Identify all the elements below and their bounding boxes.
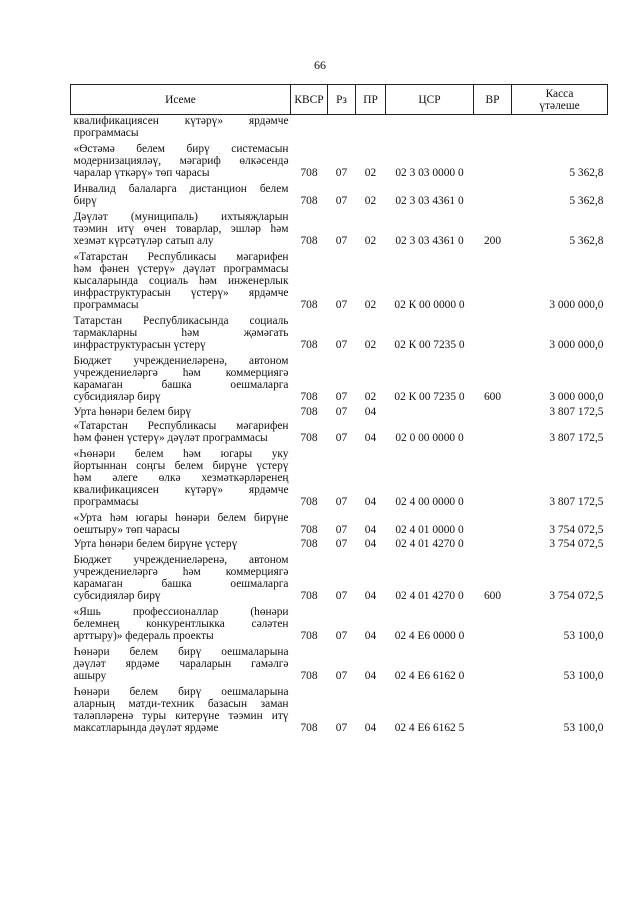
budget-table <box>70 84 608 734</box>
header-kvsr: КВСР <box>291 85 328 115</box>
row-vr <box>474 115 512 140</box>
row-name-line: белемнең конкурентлыкка сәләтен <box>73 618 289 630</box>
row-csr: 02 4 01 4270 0 <box>395 590 464 602</box>
row-name-line: «Һөнәри белем һәм югары уку <box>73 448 289 460</box>
row-csr: 02 4 01 4270 0 <box>395 538 464 550</box>
row-name-line: Инвалид балаларга дистанцион белем <box>73 183 289 195</box>
row-csr: 02 0 00 0000 0 <box>395 432 464 444</box>
row-vr <box>474 686 512 734</box>
row-rz: 07 <box>335 406 348 418</box>
row-name-line: бирү <box>73 195 97 207</box>
row-name-line: һәм әлеге өлкә хезмәткәрләренең <box>73 472 289 484</box>
row-pr <box>356 115 386 140</box>
row-name-line: учреждениеләргә һәм коммерциягә <box>73 367 289 379</box>
row-csr: 02 4 Е6 6162 5 <box>394 722 465 734</box>
row-csr: 02 4 00 0000 0 <box>395 496 464 508</box>
table-row <box>71 448 608 508</box>
row-rz: 07 <box>335 299 348 311</box>
row-name-line: дәүләт ярдәме чараларын гамәлгә <box>73 658 289 670</box>
table-body <box>71 115 608 735</box>
row-pr: 04 <box>364 590 377 602</box>
row-name-line: программасы <box>73 299 139 311</box>
row-csr: 02 4 01 0000 0 <box>395 524 464 536</box>
row-amount <box>512 115 608 140</box>
row-name-line: инфраструктурасын үстерү <box>73 339 206 351</box>
header-vr: ВР <box>474 85 512 115</box>
row-csr: 02 К 00 0000 0 <box>394 299 465 311</box>
row-vr <box>474 183 512 207</box>
row-rz: 07 <box>335 496 348 508</box>
row-name-line: субсидияләр бирү <box>73 391 161 403</box>
row-name-line: хезмәт күрсәтүләр сатып алу <box>73 235 214 247</box>
row-name-line: оештыру» төп чарасы <box>73 524 180 536</box>
row-name-line: «Яшь профессионаллар (һөнәри <box>73 606 289 618</box>
row-rz: 07 <box>335 339 348 351</box>
row-name-line: Татарстан Республикасында социаль <box>73 315 289 327</box>
row-name <box>71 606 291 642</box>
row-name-line: Урта һөнәри белем бирүне үстерү <box>73 538 238 550</box>
row-csr <box>386 115 474 140</box>
row-name-line: максатларында дәүләт ярдәме <box>73 722 219 734</box>
row-kvsr: 708 <box>300 391 318 403</box>
row-kvsr: 708 <box>300 496 318 508</box>
row-pr: 04 <box>364 496 377 508</box>
row-name <box>71 183 291 207</box>
row-pr: 02 <box>364 299 377 311</box>
row-kvsr: 708 <box>300 299 318 311</box>
row-pr: 04 <box>364 538 377 550</box>
table-row <box>71 686 608 734</box>
row-name <box>71 646 291 682</box>
row-pr: 04 <box>364 722 377 734</box>
table-row <box>71 406 608 418</box>
row-csr <box>386 406 474 418</box>
row-amount: 5 362,8 <box>569 167 604 179</box>
row-name <box>71 115 291 140</box>
table-row <box>71 211 608 247</box>
row-kvsr: 708 <box>300 167 318 179</box>
row-amount: 3 000 000,0 <box>549 391 604 403</box>
row-kvsr: 708 <box>300 722 318 734</box>
row-name-line: «Өстәмә белем бирү системасын <box>73 143 289 155</box>
row-amount: 3 807 172,5 <box>549 496 604 508</box>
row-name-line: «Татарстан Республикасы мәгарифен <box>73 420 289 432</box>
table-row <box>71 251 608 311</box>
row-amount: 53 100,0 <box>563 670 604 682</box>
row-csr: 02 4 Е6 6162 0 <box>394 670 465 682</box>
row-kvsr: 708 <box>300 538 318 550</box>
row-amount: 3 000 000,0 <box>549 299 604 311</box>
row-vr <box>474 646 512 682</box>
row-name-line: «Татарстан Республикасы мәгарифен <box>73 251 289 263</box>
row-vr <box>474 512 512 536</box>
row-name-line: таләпләренә туры китерүне тәэмин итү <box>73 710 289 722</box>
row-name-line: Һөнәри белем бирү оешмаларына <box>73 686 289 698</box>
header-csr: ЦСР <box>386 85 474 115</box>
table-row <box>71 355 608 403</box>
row-name-line: һәм фәнен үстерү» дәүләт программасы <box>73 432 268 444</box>
row-vr <box>474 538 512 550</box>
header-name: Исеме <box>71 85 291 115</box>
row-name-line: Бюджет учреждениеләренә, автоном <box>73 554 289 566</box>
row-vr <box>474 606 512 642</box>
row-amount: 5 362,8 <box>569 235 604 247</box>
row-kvsr: 708 <box>300 406 318 418</box>
row-name-line: чаралар үткәрү» төп чарасы <box>73 167 210 179</box>
table-row <box>71 115 608 140</box>
row-pr: 04 <box>364 670 377 682</box>
row-csr: 02 К 00 7235 0 <box>394 391 465 403</box>
row-csr: 02 К 00 7235 0 <box>394 339 465 351</box>
table-row <box>71 606 608 642</box>
row-kvsr: 708 <box>300 339 318 351</box>
row-name <box>71 538 291 550</box>
row-kvsr <box>291 115 328 140</box>
row-vr <box>474 420 512 444</box>
row-name-line: карамаган башка оешмаларга <box>73 379 289 391</box>
row-amount: 3 754 072,5 <box>549 524 604 536</box>
row-pr: 04 <box>364 524 377 536</box>
row-rz: 07 <box>335 235 348 247</box>
row-rz: 07 <box>335 195 348 207</box>
row-rz: 07 <box>335 670 348 682</box>
row-kvsr: 708 <box>300 670 318 682</box>
row-amount: 3 807 172,5 <box>549 432 604 444</box>
row-pr: 02 <box>364 235 377 247</box>
row-vr <box>474 143 512 179</box>
row-csr: 02 3 03 0000 0 <box>395 167 464 179</box>
row-kvsr: 708 <box>300 195 318 207</box>
row-vr: 600 <box>483 391 502 403</box>
table-row <box>71 143 608 179</box>
row-name-line: Урта һөнәри белем бирү <box>73 406 192 418</box>
row-pr: 02 <box>364 391 377 403</box>
row-rz: 07 <box>335 524 348 536</box>
row-name-line: «Урта һәм югары һөнәри белем бирүне <box>73 512 289 524</box>
header-pr: ПР <box>356 85 386 115</box>
row-pr: 04 <box>364 630 377 642</box>
row-name-line: Бюджет учреждениеләренә, автоном <box>73 355 289 367</box>
row-name <box>71 211 291 247</box>
row-rz: 07 <box>335 590 348 602</box>
row-name-line: Һөнәри белем бирү оешмаларына <box>73 646 289 658</box>
row-name-line: тармакларны һәм җәмәгать <box>73 327 289 339</box>
row-rz: 07 <box>335 630 348 642</box>
row-name-line: йортыннан соңгы белем бирүне үстерү <box>73 460 289 472</box>
row-name-line: учреждениеләргә һәм коммерциягә <box>73 566 289 578</box>
row-kvsr: 708 <box>300 630 318 642</box>
row-kvsr: 708 <box>300 590 318 602</box>
row-name-line: Дәүләт (муниципаль) ихтыяҗларын <box>73 211 289 223</box>
row-vr <box>474 406 512 418</box>
row-vr: 600 <box>483 590 502 602</box>
row-amount: 3 754 072,5 <box>549 538 604 550</box>
row-name <box>71 251 291 311</box>
row-name-line: тәэмин итү өчен товарлар, эшләр һәм <box>73 223 289 235</box>
row-name <box>71 448 291 508</box>
row-pr: 02 <box>364 167 377 179</box>
row-name-line: субсидияләр бирү <box>73 590 161 602</box>
row-pr: 04 <box>364 406 377 418</box>
row-vr <box>474 448 512 508</box>
row-csr: 02 3 03 4361 0 <box>395 235 464 247</box>
row-rz <box>328 115 356 140</box>
table-row <box>71 538 608 550</box>
row-kvsr: 708 <box>300 432 318 444</box>
row-rz: 07 <box>335 538 348 550</box>
row-name <box>71 355 291 403</box>
row-pr: 02 <box>364 339 377 351</box>
row-amount: 5 362,8 <box>569 195 604 207</box>
row-amount: 53 100,0 <box>563 630 604 642</box>
row-rz: 07 <box>335 722 348 734</box>
row-name-line: карамаган башка оешмаларга <box>73 578 289 590</box>
table-row <box>71 512 608 536</box>
row-pr: 02 <box>364 195 377 207</box>
table-row <box>71 420 608 444</box>
row-name-line: программасы <box>73 496 139 508</box>
row-vr <box>474 315 512 351</box>
row-amount: 3 754 072,5 <box>549 590 604 602</box>
table-row <box>71 554 608 602</box>
table-row <box>71 183 608 207</box>
row-name-line: кысаларында социаль һәм инженерлык <box>73 275 289 287</box>
row-name-line: аларның матди-техник базасын заман <box>73 698 289 710</box>
row-name-line: квалификациясен күтәрү» ярдәмче <box>73 115 289 127</box>
header-rz: Рз <box>328 85 356 115</box>
row-rz: 07 <box>335 432 348 444</box>
row-name-line: квалификациясен күтәрү» ярдәмче <box>73 484 289 496</box>
row-kvsr: 708 <box>300 524 318 536</box>
row-name-line: арттыру)» федераль проекты <box>73 630 214 642</box>
row-name <box>71 686 291 734</box>
row-rz: 07 <box>335 391 348 403</box>
row-amount: 53 100,0 <box>563 722 604 734</box>
row-name <box>71 315 291 351</box>
row-name <box>71 554 291 602</box>
table-row <box>71 646 608 682</box>
header-kassa: Касса үтәлеше <box>512 85 608 115</box>
row-name-line: программасы <box>73 127 139 139</box>
page-number: 66 <box>314 58 326 72</box>
row-vr <box>474 251 512 311</box>
row-name <box>71 143 291 179</box>
row-vr: 200 <box>483 235 502 247</box>
row-amount: 3 807 172,5 <box>549 406 604 418</box>
table-header-row <box>71 85 608 115</box>
row-pr: 04 <box>364 432 377 444</box>
row-name <box>71 420 291 444</box>
row-name <box>71 406 291 418</box>
table-row <box>71 315 608 351</box>
row-csr: 02 4 Е6 0000 0 <box>394 630 465 642</box>
row-amount: 3 000 000,0 <box>549 339 604 351</box>
row-rz: 07 <box>335 167 348 179</box>
row-kvsr: 708 <box>300 235 318 247</box>
row-name-line: модернизацияләү, мәгариф өлкәсендә <box>73 155 289 167</box>
row-name-line: ашыру <box>73 670 107 682</box>
row-name <box>71 512 291 536</box>
row-csr: 02 3 03 4361 0 <box>395 195 464 207</box>
row-name-line: һәм фәнен үстерү» дәүләт программасы <box>73 263 289 275</box>
row-name-line: инфраструктурасын үстерү» ярдәмче <box>73 287 289 299</box>
